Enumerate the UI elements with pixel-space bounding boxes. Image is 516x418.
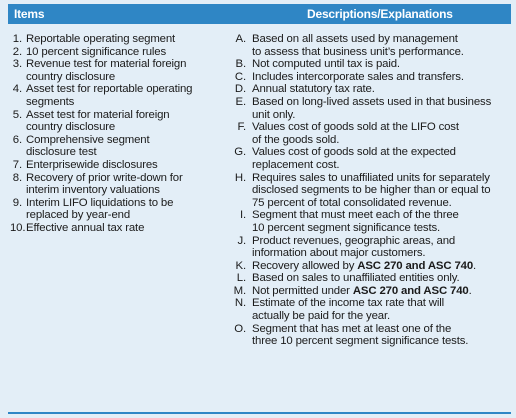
description-letter: H. [234, 171, 246, 184]
list-item [232, 58, 510, 71]
table-header [8, 4, 511, 24]
description-text-pre: Not permitted under [252, 284, 353, 297]
description-letter: E. [235, 95, 246, 108]
list-item [232, 172, 510, 210]
list-item [10, 159, 232, 172]
list-item [232, 209, 510, 234]
description-letter: I. [239, 209, 246, 222]
description-text: Requires sales to unaffiliated units for separately disclosed segments to be higher than or equal to 75 percent of total consolidated revenue. [252, 171, 491, 209]
description-text: Values cost of goods sold at the expected replacement cost. [252, 146, 456, 171]
description-text: Based on sales to unaffiliated entities only. [252, 272, 460, 285]
item-number: 4. [12, 83, 22, 96]
description-text-bold: ASC 270 and ASC 740 [357, 259, 474, 272]
list-item [232, 83, 510, 96]
description-text: Includes intercorporate sales and transfers. [252, 70, 464, 83]
item-text: 10 percent significance rules [26, 45, 167, 58]
descriptions-column-header: Descriptions/Explanations [307, 7, 453, 21]
description-text: Not computed until tax is paid. [252, 58, 400, 71]
description-letter: A. [235, 33, 246, 45]
description-text: Based on all assets used by management to assess that business unit’s performance. [252, 33, 464, 58]
list-item [232, 260, 510, 273]
item-text: Revenue test for material foreign country disclosure [26, 58, 187, 83]
description-letter: L. [236, 272, 246, 285]
description-text-bold: ASC 270 and ASC 740 [352, 284, 469, 297]
list-item [10, 172, 232, 197]
item-text: Asset test for reportable operating segments [26, 83, 193, 108]
item-text: Effective annual tax rate [26, 221, 145, 234]
items-column-header: Items [14, 7, 45, 21]
description-letter: B. [235, 58, 246, 71]
description-text: Values cost of goods sold at the LIFO cost of the goods sold. [252, 121, 459, 146]
description-letter: O. [234, 322, 246, 335]
item-number: 5. [12, 108, 22, 121]
item-text: Recovery of prior write-down for interim inventory valuations [26, 171, 183, 197]
description-text [252, 285, 510, 298]
description-letter: K. [235, 259, 246, 272]
item-number: 6. [12, 133, 22, 146]
item-text: Comprehensive segment disclosure test [26, 133, 150, 159]
description-letter: N. [234, 297, 246, 310]
description-letter: D. [234, 83, 246, 96]
list-item [232, 323, 510, 348]
list-item [232, 297, 510, 322]
list-item [10, 134, 232, 159]
bottom-divider [8, 412, 511, 414]
item-number: 2. [12, 45, 22, 58]
description-text: Segment that has met at least one of the three 10 percent segment significance tests. [252, 322, 469, 348]
list-item [232, 121, 510, 146]
descriptions-list [232, 33, 510, 348]
list-item [10, 46, 232, 59]
item-number: 3. [12, 58, 22, 71]
item-text: Enterprisewide disclosures [26, 158, 158, 171]
list-item [232, 71, 510, 84]
description-text-pre: Recovery allowed by [252, 259, 358, 272]
list-item [232, 96, 510, 121]
item-number: 1. [12, 33, 22, 45]
item-number: 8. [12, 171, 22, 184]
description-text [252, 260, 510, 273]
description-text: Annual statutory tax rate. [252, 83, 375, 96]
description-letter: G. [234, 146, 246, 159]
description-letter: M. [233, 284, 246, 297]
description-letter: J. [237, 234, 246, 247]
description-letter: F. [237, 121, 246, 134]
list-item [232, 146, 510, 171]
items-list [10, 33, 232, 235]
description-letter: C. [234, 70, 246, 83]
item-text: Asset test for material foreign country disclosure [26, 108, 170, 134]
item-number: 9. [12, 196, 22, 209]
description-text-post: . [468, 284, 472, 297]
list-item [232, 235, 510, 260]
list-item [232, 285, 510, 298]
description-text: Segment that must meet each of the three 10 percent segment significance tests. [252, 209, 459, 234]
item-text: Reportable operating segment [26, 33, 176, 45]
list-item [10, 197, 232, 222]
description-text: Estimate of the income tax rate that will actually be paid for the year. [252, 297, 445, 323]
list-item [10, 58, 232, 83]
description-text: Product revenues, geographic areas, and information about major customers. [252, 234, 456, 260]
description-text-post: . [473, 259, 477, 272]
list-item [10, 222, 232, 235]
list-item [10, 33, 232, 46]
list-item [232, 272, 510, 285]
list-item [10, 83, 232, 108]
list-item [10, 109, 232, 134]
item-number: 7. [12, 158, 22, 171]
item-number: 10. [10, 221, 26, 234]
item-text: Interim LIFO liquidations to be replaced by year-end [26, 196, 174, 222]
description-text: Based on long-lived assets used in that business unit only. [252, 95, 492, 121]
list-item [232, 33, 510, 58]
